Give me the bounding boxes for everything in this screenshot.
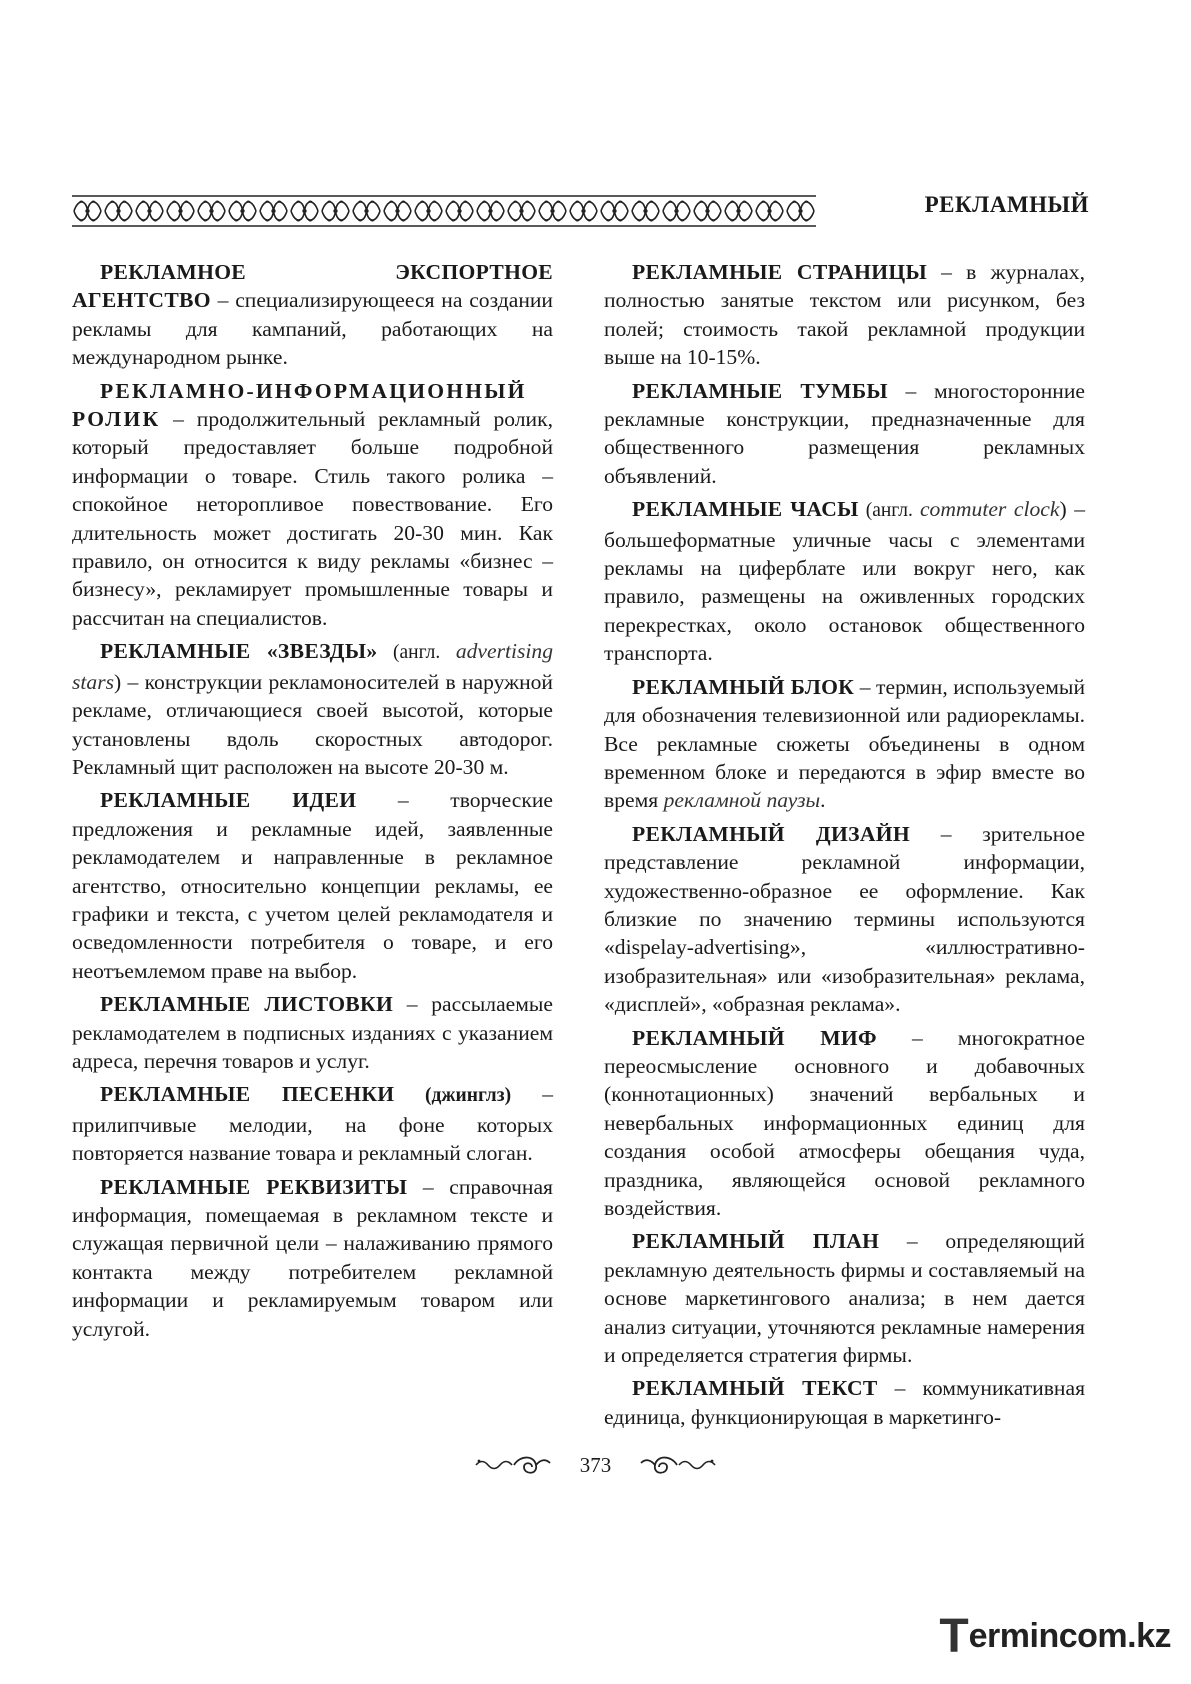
entry-term: РЕКЛАМНЫЕ ПЕСЕНКИ — [100, 1082, 395, 1107]
entry-body: – рассылаемые рекламодателем в подписных изданиях с указанием адреса, перечня товаров и услуг. — [72, 992, 553, 1073]
entry-gloss: commuter clock — [919, 497, 1060, 522]
entry-body: ) – конструкции рекламоносителей в наружной рекламе, отличающиеся своей высотой, которые установлены вдоль скоростных автодорог. Рекламный щит расположен на высоте 20-30 м. — [72, 669, 553, 779]
entry-body: – прилипчивые мелодии, на фоне которых повторяется название товара и рекламный слоган. — [72, 1082, 554, 1166]
page-footer — [0, 1452, 1191, 1478]
footer-ornament-left-icon — [474, 1452, 554, 1478]
entry-gloss: advertising stars — [72, 639, 553, 694]
entry — [604, 377, 1085, 491]
header-ornament — [72, 194, 816, 228]
entry-body: – творческие предложения и рекламные идей, заявленные рекламодателем и направленные в рекламное агентство, относительно концепции рекламы, ее графики и текста, с учетом целей рекламодателя и осведомленности потребителя о товаре, и его неотъемлемом праве на выбор. — [72, 788, 553, 983]
entry-term: РЕКЛАМНЫЕ «ЗВЕЗДЫ» — [100, 639, 378, 664]
left-column — [72, 258, 553, 1348]
page-number: 373 — [579, 1452, 612, 1477]
right-column — [604, 258, 1085, 1436]
entry-body: – многосторонние рекламные конструкции, предназначенные для общественного размещения рекламных объявлений. — [604, 378, 1085, 488]
entry-term: РЕКЛАМНОЕ ЭКСПОРТНОЕ АГЕНТСТВО — [72, 260, 553, 313]
entry-gloss: рекламной паузы — [663, 788, 821, 813]
watermark-initial: T — [939, 1609, 969, 1663]
running-head: РЕКЛАМНЫЙ — [924, 192, 1089, 217]
entry — [72, 786, 553, 985]
entry-body: – зрительное представление рекламной информации, художественно-образное ее оформление. Как близкие по значению термины используются «dispelay-advertising», «иллюстративно-изобразительная» или «изобразительная» реклама, «дисплей», «образная реклама». — [604, 821, 1085, 1017]
entry — [604, 820, 1085, 1019]
footer-ornament-right-icon — [637, 1452, 717, 1478]
entry — [604, 1227, 1085, 1369]
entry — [604, 258, 1085, 372]
entry-term: РЕКЛАМНЫЙ ДИЗАЙН — [632, 821, 910, 846]
entry-body: – многократное переосмысление основного и добавочных (коннотационных) значений вербальных и невербальных информационных единиц для создания особой атмосферы обещания чуда, праздника, являющейся основой рекламного воздействия. — [604, 1025, 1085, 1220]
watermark-logo — [939, 1606, 1171, 1666]
entry-term: РЕКЛАМНЫЕ ЧАСЫ — [632, 497, 859, 522]
entry — [604, 1374, 1085, 1431]
entry-term: РЕКЛАМНО-ИНФОРМАЦИОННЫЙ РОЛИК — [72, 378, 527, 432]
entry-body: ) – большеформатные уличные часы с элементами рекламы на циферблате или вокруг него, как правило, размещены на оживленных городских перекрестках, около остановок общественного транспорта. — [604, 497, 1085, 666]
entry-body: – справочная информация, помещаемая в рекламном тексте и служащая первичной цели – налаживанию прямого контакта между потребителем рекламной информации и рекламируемым товаром или услугой. — [72, 1174, 553, 1341]
entry-term: РЕКЛАМНЫЙ ТЕКСТ — [632, 1376, 878, 1401]
entry-body: – продолжительный рекламный ролик, который предоставляет больше подробной информации о товаре. Стиль такого ролика – спокойное неторопливое повествование. Его длительность может достигать 20-30 мин. Как правило, он относится к виду рекламы «бизнес – бизнесу», рекламирует промышленные товары и рассчитан на специалистов. — [72, 407, 553, 630]
entry — [72, 1173, 553, 1343]
entry-term: РЕКЛАМНЫЙ МИФ — [632, 1025, 877, 1050]
entry-tail: . — [820, 788, 826, 813]
entry-term: РЕКЛАМНЫЕ ЛИСТОВКИ — [100, 992, 394, 1017]
watermark-text: ermincom.kz — [968, 1616, 1171, 1655]
entry-term: РЕКЛАМНЫЙ БЛОК — [632, 674, 855, 699]
entry — [604, 1024, 1085, 1223]
entry — [72, 258, 553, 372]
entry-extra: (джинглз) — [394, 1085, 512, 1107]
entry — [72, 637, 553, 781]
entry-body: – специализирующееся на создании рекламы для кампаний, работающих на международном рынке. — [72, 288, 553, 370]
entry-body: – термин, используемый для обозначения телевизионной или радиорекламы. Все рекламные сюжеты объединены в одном временном блоке и передаются в эфир вместе во время — [604, 674, 1085, 813]
entry-pre: (англ. — [377, 642, 456, 664]
entry-term: РЕКЛАМНЫЕ РЕКВИЗИТЫ — [100, 1174, 408, 1199]
entry-pre: (англ. — [858, 500, 920, 522]
entry — [604, 495, 1085, 667]
entry-term: РЕКЛАМНЫЕ СТРАНИЦЫ — [632, 260, 927, 284]
entry — [72, 1080, 553, 1167]
entry — [72, 990, 553, 1075]
entry-term: РЕКЛАМНЫЙ ПЛАН — [632, 1229, 880, 1254]
entry — [604, 673, 1085, 815]
entry-term: РЕКЛАМНЫЕ ИДЕИ — [100, 788, 357, 813]
entry-body: – коммуникативная единица, функционирующая в маркетинго- — [604, 1376, 1085, 1429]
entry — [72, 377, 553, 633]
entry-body: – определяющий рекламную деятельность фирмы и составляемый на основе маркетингового анализа; в нем дается анализ ситуации, уточняются рекламные намерения и определяется стратегия фирмы. — [604, 1229, 1085, 1368]
entry-body: – в журналах, полностью занятые текстом или рисунком, без полей; стоимость такой рекламной продукции выше на 10-15%. — [604, 260, 1085, 370]
entry-term: РЕКЛАМНЫЕ ТУМБЫ — [632, 378, 888, 403]
